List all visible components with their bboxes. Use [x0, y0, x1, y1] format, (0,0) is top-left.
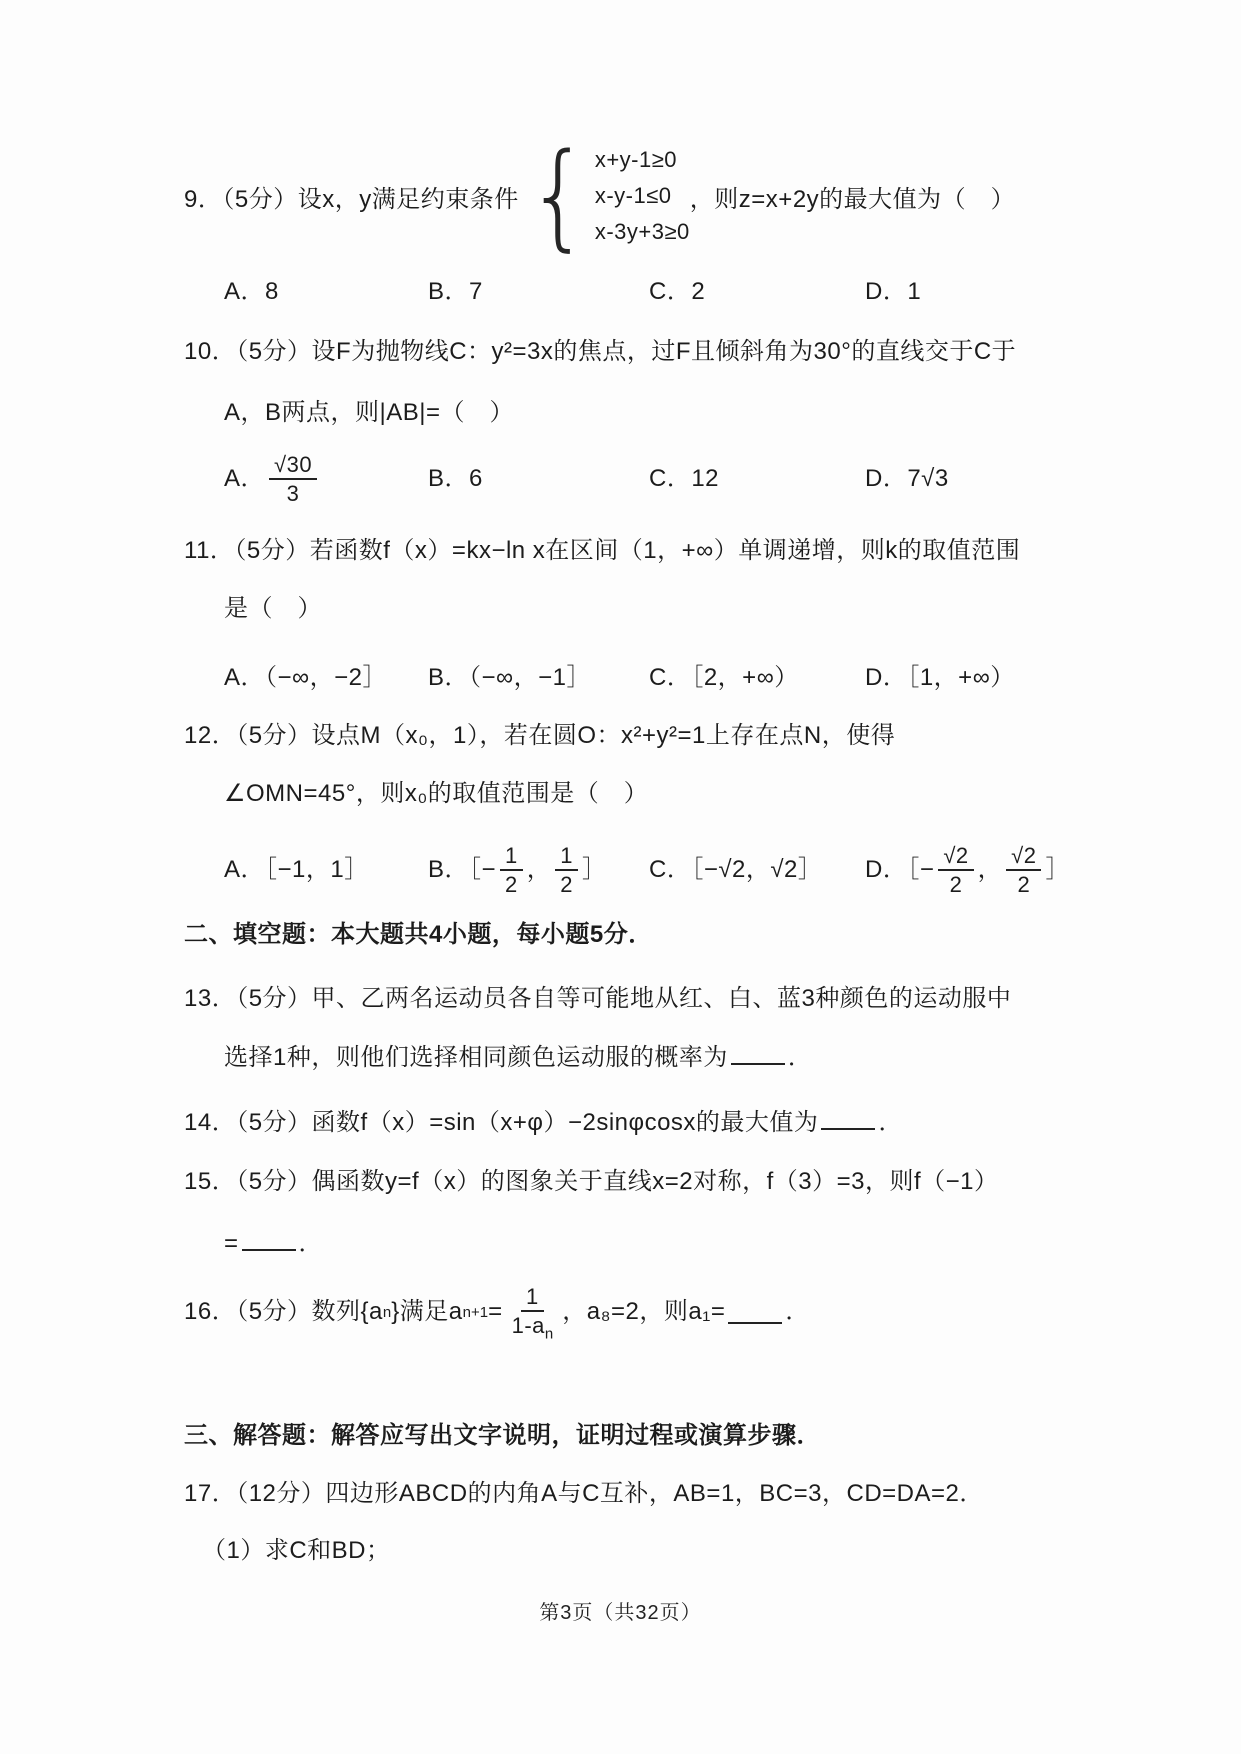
q13-period: ．	[787, 1044, 813, 1071]
answer-blank	[728, 1300, 782, 1324]
fraction-denominator: 2	[1017, 872, 1031, 897]
q9-option-c: C．2	[649, 278, 706, 305]
fraction-numerator: 1	[500, 842, 523, 872]
question-17-line-1: 17．（12分）四边形ABCD的内角A与C互补，AB=1，BC=3，CD=DA=2．	[184, 1480, 984, 1507]
subscript-n-plus-1: n+1	[462, 1303, 489, 1321]
q16-text: }满足a	[391, 1298, 463, 1325]
option-text: B．［−	[428, 856, 497, 883]
q10-option-b: B．6	[428, 465, 483, 492]
fraction-sqrt30-over-3	[269, 451, 317, 508]
question-12-line-1: 12．（5分）设点M（x₀，1），若在圆O：x²+y²=1上存在点N，使得	[184, 722, 896, 749]
q12-option-b	[428, 842, 649, 899]
fraction-one-half	[500, 842, 523, 899]
q11-option-b: B．（−∞，−1］	[428, 664, 591, 691]
fraction-denominator: 2	[505, 872, 518, 897]
fraction-one-half	[555, 842, 578, 899]
q16-text: 16．（5分）数列{a	[184, 1298, 383, 1325]
section-2-header: 二、填空题：本大题共4小题，每小题5分．	[184, 921, 653, 948]
fraction-denominator: 3	[286, 481, 300, 506]
option-label: A．	[224, 465, 266, 492]
question-16	[184, 1283, 810, 1341]
q14-text: 14．（5分）函数f（x）=sin（x+φ）−2sinφcosx的最大值为	[184, 1109, 819, 1136]
page-number-footer: 第3页（共32页）	[539, 1602, 702, 1624]
q9-constraint-system	[595, 145, 690, 247]
answer-blank	[242, 1227, 296, 1251]
q16-period: ．	[785, 1298, 810, 1325]
fraction-denominator	[507, 1312, 559, 1341]
question-17-part-1: （1）求C和BD；	[202, 1537, 391, 1564]
q13-text: 选择1种，则他们选择相同颜色运动服的概率为	[224, 1044, 728, 1071]
fraction-numerator: √2	[1006, 842, 1041, 872]
question-10-line-2: A，B两点，则|AB|=（ ）	[224, 399, 515, 426]
option-text: ］	[582, 856, 607, 883]
q15-text: =	[224, 1230, 239, 1257]
option-text: ］	[1045, 856, 1070, 883]
q14-period: ．	[878, 1109, 903, 1136]
q10-options	[224, 450, 949, 508]
question-13-line-1: 13．（5分）甲、乙两名运动员各自等可能地从红、白、蓝3种颜色的运动服中	[184, 985, 1012, 1012]
fraction-numerator: √2	[938, 842, 973, 872]
question-10-line-1: 10．（5分）设F为抛物线C：y²=3x的焦点，过F且倾斜角为30°的直线交于C于	[184, 338, 1017, 365]
denominator-text: 1-a	[511, 1313, 545, 1339]
question-15-line-2	[224, 1227, 323, 1261]
q11-option-d: D．［1，+∞）	[865, 664, 1015, 691]
option-text: ，	[977, 856, 1003, 883]
q16-text: =	[488, 1298, 503, 1325]
q9-option-b: B．7	[428, 278, 483, 305]
left-brace-glyph: {	[526, 128, 591, 263]
question-9	[184, 128, 1016, 263]
fraction-numerator: √30	[269, 451, 317, 481]
q9-option-a: A．8	[224, 278, 279, 305]
option-text: ，	[526, 856, 552, 883]
q12-option-a: A．［−1，1］	[224, 856, 369, 883]
q9-text-suffix: ，则z=x+2y的最大值为（ ）	[689, 185, 1016, 213]
fraction-denominator: 2	[560, 872, 574, 897]
q11-option-a: A．（−∞，−2］	[224, 664, 387, 691]
q11-options	[224, 661, 1015, 695]
subscript-n: n	[544, 1325, 554, 1343]
fraction-numerator: 1	[521, 1283, 544, 1313]
section-3-header: 三、解答题：解答应写出文字说明，证明过程或演算步骤．	[184, 1422, 821, 1449]
q9-options	[224, 275, 921, 309]
answer-blank	[731, 1041, 785, 1065]
q12-option-c: C．［−√2，√2］	[649, 856, 823, 883]
fraction-sqrt2-over-2	[1006, 842, 1041, 899]
q11-option-c: C．［2，+∞）	[649, 664, 799, 691]
question-11-line-1: 11．（5分）若函数f（x）=kx−ln x在区间（1，+∞）单调递增，则k的取值范围	[184, 537, 1021, 564]
question-11-line-2: 是（ ）	[224, 595, 322, 622]
option-text: D．［−	[865, 856, 935, 883]
q12-options	[224, 841, 1070, 899]
q9-option-d: D．1	[865, 278, 922, 305]
fraction-denominator: 2	[949, 872, 963, 897]
fraction-recurrence	[507, 1283, 559, 1342]
q9-constraint-2: x-y-1≤0	[594, 183, 672, 208]
question-12-line-2: ∠OMN=45°，则x₀的取值范围是（ ）	[224, 780, 649, 807]
fraction-numerator: 1	[555, 842, 578, 872]
q10-option-a	[224, 451, 428, 508]
question-14	[184, 1106, 903, 1140]
q16-text: ，a₈=2，则a₁=	[562, 1298, 726, 1325]
subscript-n: n	[382, 1303, 392, 1321]
question-13-line-2	[224, 1041, 812, 1075]
q12-option-d	[865, 842, 1070, 899]
q15-period: ．	[298, 1230, 324, 1257]
q9-text-prefix: 9．（5分）设x，y满足约束条件	[184, 185, 519, 213]
q10-option-d: D．7√3	[865, 465, 949, 492]
fraction-sqrt2-over-2	[938, 842, 973, 899]
q9-constraint-1: x+y-1≥0	[594, 147, 678, 172]
q9-constraint-3: x-3y+3≥0	[594, 219, 690, 244]
question-15-line-1: 15．（5分）偶函数y=f（x）的图象关于直线x=2对称，f（3）=3，则f（−1）	[184, 1168, 999, 1195]
q10-option-c: C．12	[649, 465, 720, 492]
answer-blank	[821, 1106, 875, 1130]
